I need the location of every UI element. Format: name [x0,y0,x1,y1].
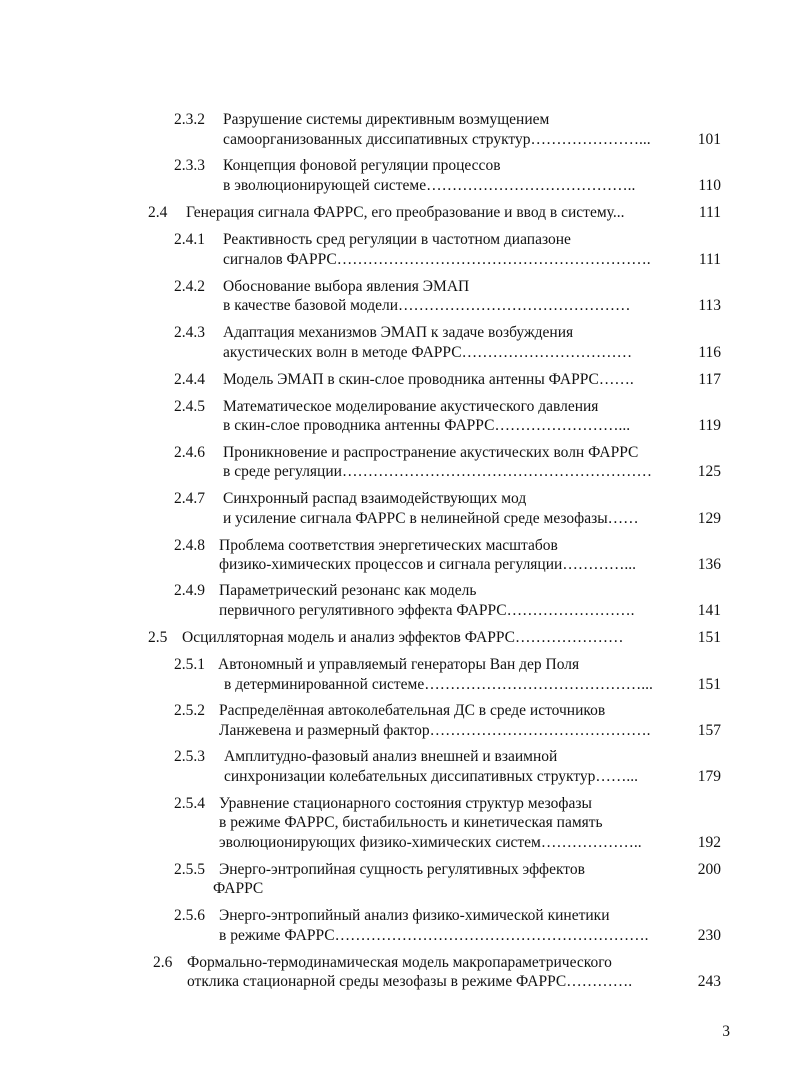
toc-entry-title-line: в детерминированной системе……………………………………... [224,676,653,693]
toc-entry-number: 2.5 [148,629,168,646]
toc-entry-page: 129 [697,510,721,527]
toc-entry-number: 2.4.1 [174,231,205,248]
toc-entry-title-line: в среде регуляции…………………………………………………… [223,463,652,480]
toc-entry-page: 151 [697,629,721,646]
toc-entry-page: 151 [697,676,721,693]
toc-entry-title-line: и усиление сигнала ФАРРС в нелинейной среде мезофазы…… [223,510,639,527]
toc-entry-title-line: Распределённая автоколебательная ДС в среде источников [219,702,606,719]
toc-entry-title-line: в скин-слое проводника антенны ФАРРС……………………... [223,417,631,434]
toc-entry-title-line: в эволюционирующей системе………………………………….. [223,177,636,194]
toc-entry-title-line: Разрушение системы директивным возмущением [223,111,550,128]
toc-entry-number: 2.4.9 [174,582,205,599]
toc-entry-page: 113 [698,297,721,314]
toc-entry-title-line: Реактивность сред регуляции в частотном диапазоне [223,231,571,248]
toc-entry-page: 179 [697,768,721,785]
toc-entry-number: 2.4.8 [174,537,205,554]
toc-entry-page: 111 [698,251,721,268]
toc-entry-page: 230 [697,927,721,944]
toc-entry-title-line: в режиме ФАРРС, бистабильность и кинетическая память [219,814,603,831]
toc-entry-title-line: акустических волн в методе ФАРРС…………………………… [223,344,633,361]
toc-entry-number: 2.4 [148,204,168,221]
toc-entry-page: 116 [698,344,721,361]
toc-entry-title-line: Автономный и управляемый генераторы Ван дер Поля [218,656,580,673]
toc-entry-title-line: Энерго-энтропийная сущность регулятивных эффектов [219,861,585,878]
toc-entry-page: 243 [697,973,721,990]
toc-entry-title-line: Обоснование выбора явления ЭМАП [223,278,470,295]
toc-entry-title-line: в качестве базовой модели……………………………………… [223,297,631,314]
toc-entry-number: 2.4.2 [174,278,205,295]
toc-entry-title-line: эволюционирующих физико-химических систем……………….. [219,834,642,851]
toc-entry-page: 157 [697,722,721,739]
toc-entry-title-line: в режиме ФАРРС……………………………………………………. [219,927,649,944]
toc-entry-page: 101 [697,131,721,148]
toc-entry-number: 2.6 [153,954,173,971]
toc-entry-number: 2.4.5 [174,398,205,415]
toc-entry-title-line: Проникновение и распространение акустических волн ФАРРС [223,444,639,461]
toc-entry-number: 2.3.2 [174,111,205,128]
toc-entry-number: 2.5.2 [174,702,205,719]
toc-entry-number: 2.5.5 [174,861,205,878]
toc-entry-number: 2.3.3 [174,157,205,174]
toc-entry-title-line: Ланжевена и размерный фактор……………………………………. [219,722,651,739]
toc-entry-number: 2.5.4 [174,795,205,812]
toc-entry-title-line: Математическое моделирование акустического давления [223,398,599,415]
toc-entry-page: 200 [697,861,721,878]
toc-entry-title-line: Проблема соответствия энергетических масштабов [219,537,558,554]
toc-entry-number: 2.4.3 [174,324,205,341]
toc-entry-number: 2.4.7 [174,490,205,507]
toc-entry-title-line: ФАРРС [213,880,264,897]
toc-entry-title-line: Параметрический резонанс как модель [219,582,477,599]
toc-entry-title-line: Генерация сигнала ФАРРС, его преобразование и ввод в систему... [186,204,625,221]
toc-entry-number: 2.5.3 [174,748,205,765]
toc-entry-title-line: Амплитудно-фазовый анализ внешней и взаимной [224,748,558,765]
toc-entry-page: 125 [697,463,721,480]
toc-entry-title-line: отклика стационарной среды мезофазы в режиме ФАРРС…………. [187,973,633,990]
toc-entry-number: 2.4.6 [174,444,205,461]
toc-entry-number: 2.5.6 [174,907,205,924]
toc-entry-title-line: синхронизации колебательных диссипативных структур……... [224,768,639,785]
toc-entry-page: 136 [697,556,721,573]
toc-entry-title-line: Уравнение стационарного состояния структур мезофазы [219,795,592,812]
toc-entry-page: 119 [698,417,721,434]
toc-entry-number: 2.5.1 [174,656,205,673]
toc-entry-title-line: Синхронный распад взаимодействующих мод [223,490,527,507]
toc-entry-number: 2.4.4 [174,371,205,388]
toc-entry-title-line: Осцилляторная модель и анализ эффектов ФАРРС………………… [182,629,624,646]
toc-entry-page: 110 [698,177,721,194]
toc-entry-title-line: самоорганизованных диссипативных структур…………………... [223,131,651,148]
toc-entry-title-line: Адаптация механизмов ЭМАП к задаче возбуждения [223,324,574,341]
toc-entry-page: 141 [697,602,721,619]
toc-entry-title-line: физико-химических процессов и сигнала регуляции…………... [219,556,636,573]
toc-entry-title-line: Модель ЭМАП в скин-слое проводника антенны ФАРРС……. [223,371,634,388]
toc-entry-title-line: первичного регулятивного эффекта ФАРРС……………………. [219,602,635,619]
toc-entry-page: 192 [697,834,721,851]
toc-entry-title-line: Концепция фоновой регуляции процессов [223,157,501,174]
toc-entry-title-line: Формально-термодинамическая модель макропараметрического [187,954,612,971]
page-number: 3 [722,1023,730,1040]
toc-entry-page: 111 [698,204,721,221]
toc-entry-page: 117 [698,371,721,388]
toc-entry-title-line: сигналов ФАРРС……………………………………………………. [223,251,651,268]
toc-entry-title-line: Энерго-энтропийный анализ физико-химической кинетики [219,907,610,924]
